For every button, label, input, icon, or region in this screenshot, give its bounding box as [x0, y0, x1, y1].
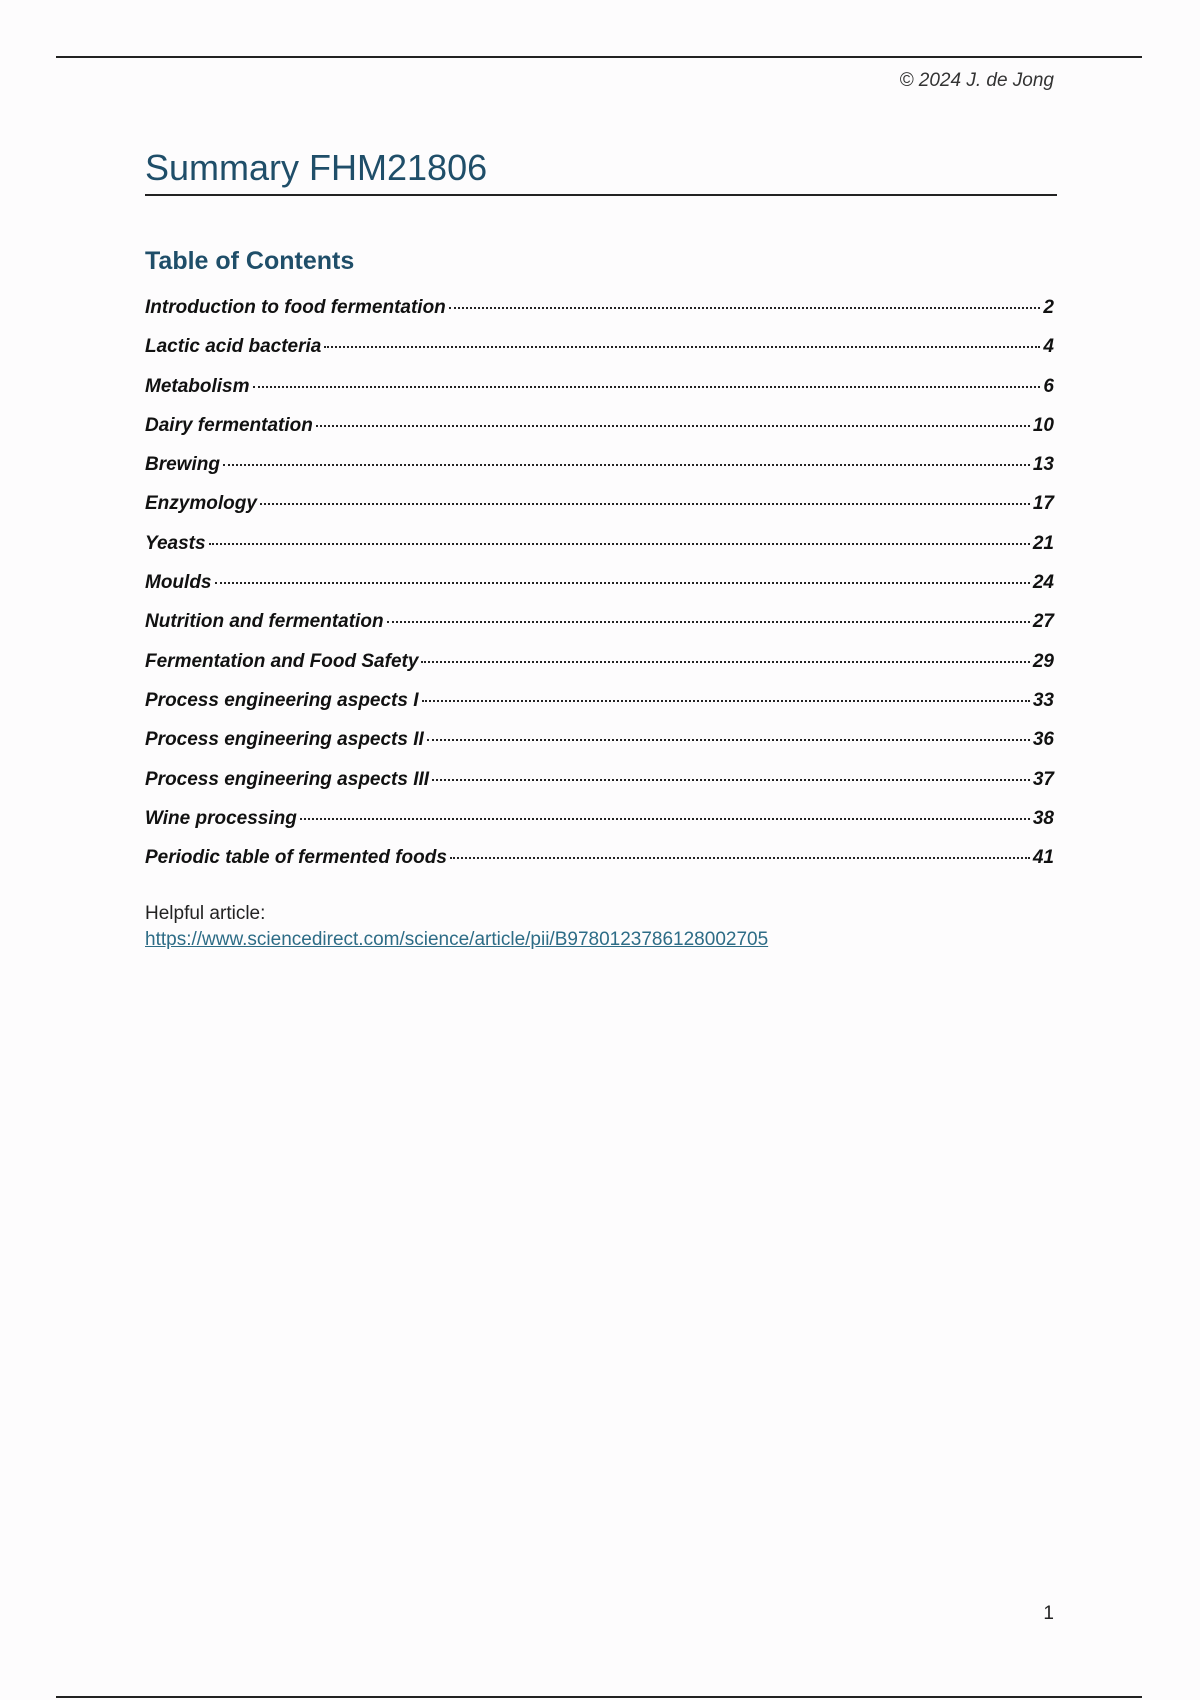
toc-entry-nutrition-and-fermentation[interactable] [145, 611, 1054, 650]
toc-dot-leader [223, 464, 1030, 466]
toc-entry-page: 10 [1032, 414, 1054, 436]
toc-dot-leader [432, 779, 1030, 781]
toc-entry-page: 36 [1032, 729, 1054, 751]
toc-dot-leader [421, 661, 1029, 663]
toc-entry-page: 38 [1032, 807, 1054, 829]
toc-dot-leader [449, 307, 1041, 309]
toc-entry-fermentation-and-food-safety[interactable] [145, 651, 1054, 690]
toc-entry-title: Moulds [145, 572, 212, 594]
toc-entry-title: Dairy fermentation [145, 414, 313, 436]
toc-entry-enzymology[interactable] [145, 493, 1054, 532]
toc-dot-leader [387, 621, 1030, 623]
toc-entry-title: Process engineering aspects III [145, 768, 430, 790]
toc-dot-leader [215, 582, 1030, 584]
toc-entry-title: Brewing [145, 454, 220, 476]
toc-entry-title: Periodic table of fermented foods [145, 847, 447, 869]
toc-entry-page: 24 [1032, 572, 1054, 594]
helpful-article-link[interactable]: https://www.sciencedirect.com/science/article/pii/B9780123786128002705 [145, 929, 769, 950]
table-of-contents [145, 297, 1054, 886]
toc-entry-page: 33 [1032, 689, 1054, 711]
header-rule [56, 56, 1142, 58]
toc-entry-yeasts[interactable] [145, 533, 1054, 572]
toc-entry-page: 13 [1032, 454, 1054, 476]
toc-dot-leader [300, 818, 1030, 820]
toc-entry-title: Yeasts [145, 532, 206, 554]
toc-entry-process-engineering-1[interactable] [145, 690, 1054, 729]
toc-entry-page: 17 [1032, 493, 1054, 515]
toc-entry-introduction[interactable] [145, 297, 1054, 336]
toc-entry-page: 41 [1032, 847, 1054, 869]
toc-entry-process-engineering-2[interactable] [145, 729, 1054, 768]
toc-entry-title: Enzymology [145, 493, 257, 515]
toc-entry-page: 37 [1032, 768, 1054, 790]
page-number: 1 [1043, 1603, 1054, 1624]
toc-entry-title: Introduction to food fermentation [145, 297, 446, 318]
toc-entry-wine-processing[interactable] [145, 808, 1054, 847]
toc-dot-leader [324, 346, 1040, 348]
toc-entry-title: Process engineering aspects I [145, 689, 419, 711]
toc-entry-dairy-fermentation[interactable] [145, 415, 1054, 454]
toc-entry-process-engineering-3[interactable] [145, 769, 1054, 808]
toc-entry-title: Nutrition and fermentation [145, 611, 384, 633]
toc-dot-leader [422, 700, 1030, 702]
toc-dot-leader [253, 386, 1041, 388]
toc-entry-periodic-table[interactable] [145, 847, 1054, 886]
footer-rule [56, 1696, 1142, 1698]
toc-entry-page: 27 [1032, 611, 1054, 633]
toc-entry-metabolism[interactable] [145, 376, 1054, 415]
toc-heading: Table of Contents [145, 247, 355, 275]
toc-entry-page: 21 [1032, 532, 1054, 554]
helpful-article-label: Helpful article: [145, 903, 266, 924]
toc-entry-page: 29 [1032, 650, 1054, 672]
toc-dot-leader [427, 739, 1030, 741]
toc-entry-title: Fermentation and Food Safety [145, 650, 419, 672]
toc-dot-leader [316, 425, 1030, 427]
toc-entry-title: Wine processing [145, 807, 297, 829]
toc-entry-brewing[interactable] [145, 454, 1054, 493]
toc-dot-leader [450, 857, 1030, 859]
toc-entry-title: Metabolism [145, 375, 250, 397]
toc-dot-leader [260, 503, 1030, 505]
toc-entry-page: 4 [1043, 336, 1054, 358]
toc-entry-lactic-acid-bacteria[interactable] [145, 336, 1054, 375]
toc-entry-page: 6 [1043, 375, 1054, 397]
toc-entry-title: Process engineering aspects II [145, 729, 424, 751]
copyright-notice: © 2024 J. de Jong [899, 70, 1054, 91]
toc-dot-leader [209, 543, 1030, 545]
toc-entry-page: 2 [1043, 297, 1054, 318]
toc-entry-moulds[interactable] [145, 572, 1054, 611]
page-title: Summary FHM21806 [145, 148, 1057, 196]
toc-entry-title: Lactic acid bacteria [145, 336, 322, 358]
